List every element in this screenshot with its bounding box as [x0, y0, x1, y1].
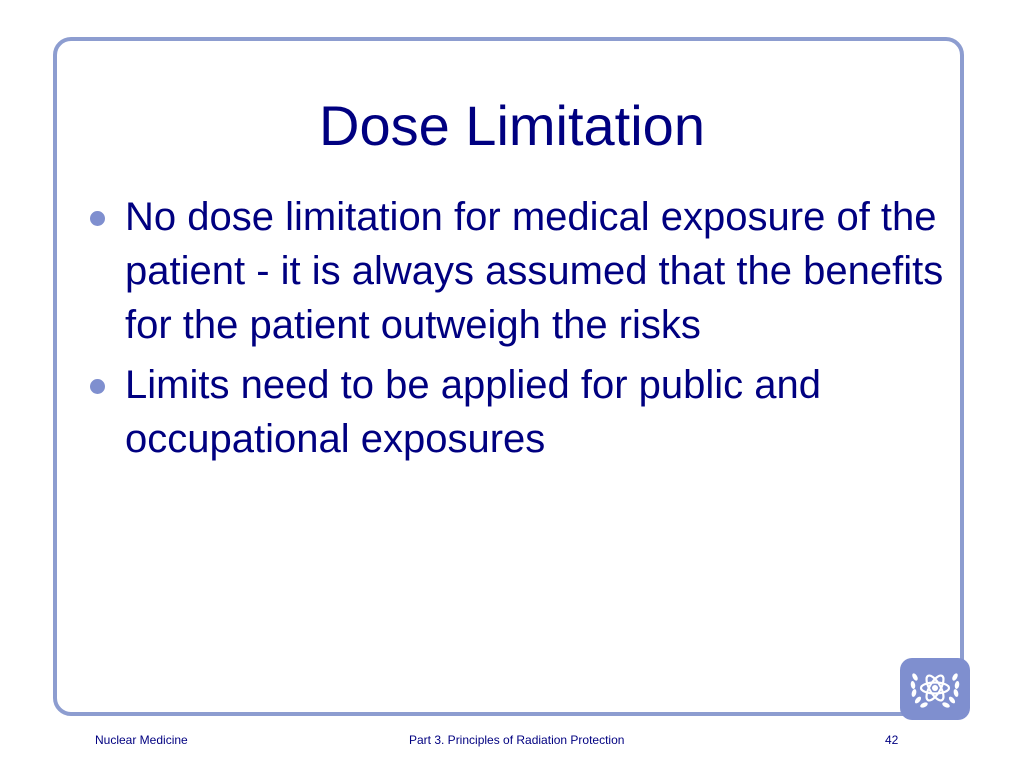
- footer-part-title: Part 3. Principles of Radiation Protection: [409, 733, 625, 747]
- iaea-logo: [900, 658, 970, 720]
- bullet-text: Limits need to be applied for public and occupational exposures: [125, 363, 822, 461]
- bullet-dot-icon: [90, 211, 105, 226]
- bullet-item: [82, 190, 952, 352]
- bullet-list: [82, 190, 952, 472]
- bullet-dot-icon: [90, 379, 105, 394]
- atom-olive-wreath-emblem-icon: [906, 663, 964, 715]
- bullet-text: No dose limitation for medical exposure of the patient - it is always assumed that the benefits for the patient outweigh the risks: [125, 195, 944, 347]
- footer-page-number: 42: [885, 733, 899, 747]
- slide-title: Dose Limitation: [319, 94, 705, 157]
- bullet-item: [82, 358, 952, 466]
- footer-course-name: Nuclear Medicine: [95, 733, 188, 747]
